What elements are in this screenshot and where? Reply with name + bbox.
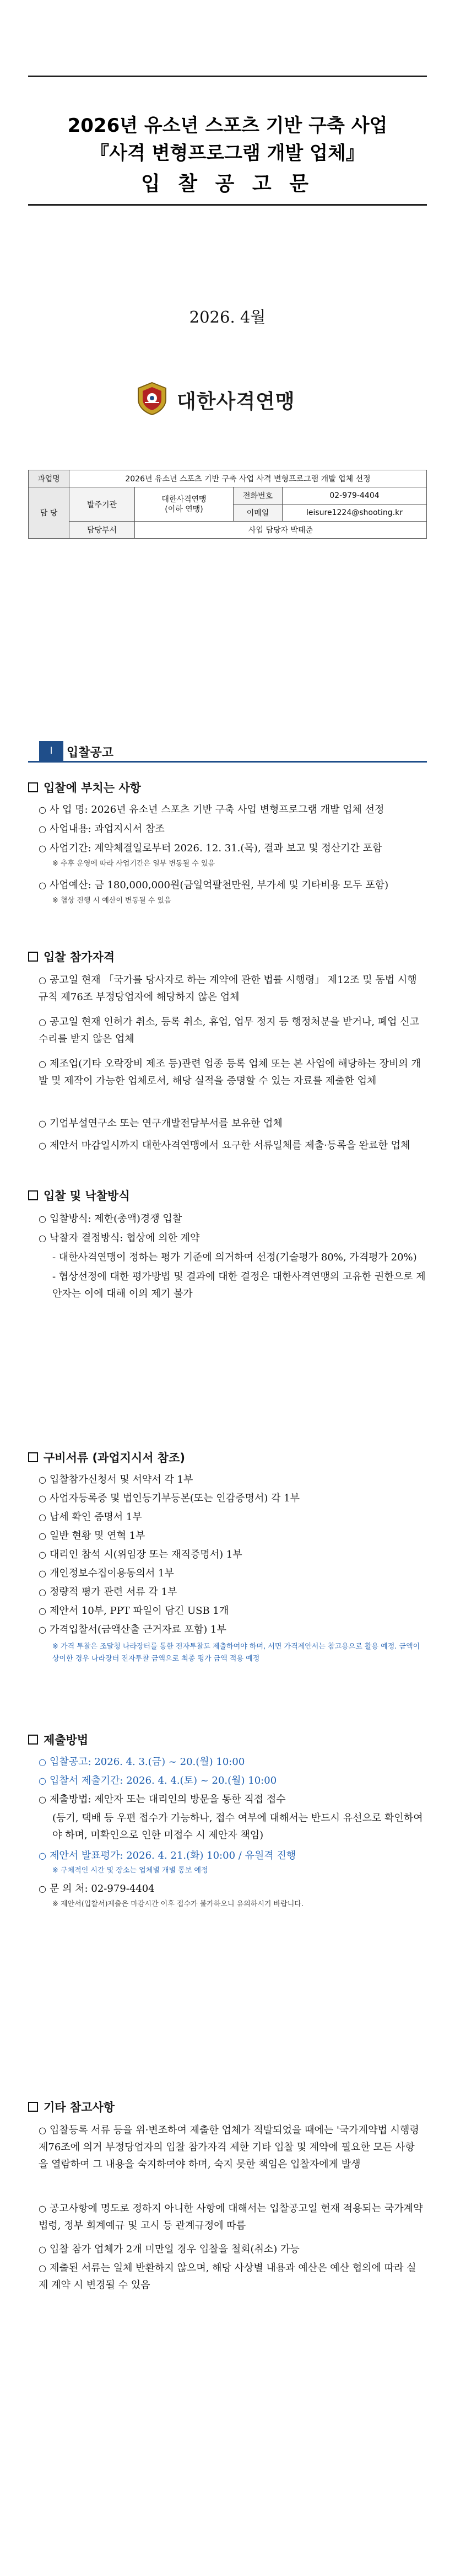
bullet-icon: ○ — [39, 1140, 46, 1151]
kssf-logo — [134, 379, 321, 418]
list-item-text: 정량적 평가 관련 서류 각 1부 — [50, 1586, 177, 1598]
list-item — [39, 2241, 424, 2258]
list-item — [39, 1527, 424, 1544]
list-item — [39, 972, 424, 1006]
org-value-line2: (이하 연맹) — [165, 505, 203, 514]
list-item — [39, 1791, 424, 1808]
list-item-text: 제출방법: 제안자 또는 대리인의 방문을 통한 직접 접수 — [50, 1794, 286, 1805]
project-label: 과업명 — [29, 470, 69, 487]
s5-heading-text: 제출방법 — [44, 1734, 89, 1747]
list-item — [39, 1847, 424, 1864]
bullet-icon: ○ — [39, 824, 46, 834]
list-item-text: 제안서 마감일시까지 대한사격연맹에서 요구한 서류일체를 제출·등록을 완료한 업체 — [50, 1140, 410, 1151]
bullet-icon: ○ — [39, 1850, 46, 1861]
s3-dash-1: - 대한사격연맹이 정하는 평가 기준에 의거하여 선정(기술평가 80%, 가격평가 20%) — [52, 1252, 417, 1263]
bullet-icon: ○ — [39, 1017, 46, 1027]
s2-heading-text: 입찰 참가자격 — [44, 951, 115, 964]
list-item — [39, 1546, 424, 1563]
announcement-date: 2026. 4월 — [189, 308, 266, 326]
list-item — [39, 1772, 424, 1789]
email-label: 이메일 — [234, 505, 283, 522]
list-item-text: 사업예산: 금 180,000,000원(금일억팔천만원, 부가세 및 기타비용 모두 포함) — [50, 879, 389, 891]
bullet-icon: ○ — [39, 1233, 46, 1243]
list-item — [39, 1621, 424, 1638]
list-item-text: 공고일 현재 「국가를 당사자로 하는 계약에 관한 법률 시행령」 제12조 및 동법 시행규칙 제76조 부정당업자에 해당하지 않은 업체 — [39, 974, 417, 1003]
bullet-icon: ○ — [39, 1549, 46, 1560]
bullet-icon: ○ — [39, 1606, 46, 1616]
bullet-icon: ○ — [39, 2263, 46, 2273]
list-item-text: 제조업(기타 오락장비 제조 등)관련 업종 등록 업체 또는 본 사업에 해당하는 장비의 개발 및 제작이 가능한 업체로서, 해당 실적을 증명할 수 있는 자료를 제출한 업체 — [39, 1058, 421, 1087]
list-item — [39, 1584, 424, 1601]
list-item-text: 제안서 10부, PPT 파일이 담긴 USB 1개 — [50, 1605, 229, 1617]
list-item-text: 제안서 발표평가: 2026. 4. 21.(화) 10:00 / 유원격 진행 — [50, 1850, 296, 1861]
checkbox-icon — [28, 782, 38, 792]
emblem-icon — [134, 380, 170, 417]
list-item — [39, 1210, 424, 1227]
section-heading: 입찰공고 — [67, 746, 114, 760]
list-item-text: 사업자등록증 및 법인등기부등본(또는 인감증명서) 각 1부 — [50, 1493, 300, 1504]
logo-text: 대한사격연맹 — [177, 390, 295, 413]
list-item — [39, 1509, 424, 1526]
list-item-text: 기업부설연구소 또는 연구개발전담부서를 보유한 업체 — [50, 1118, 283, 1129]
list-item — [39, 1055, 424, 1090]
bullet-icon: ○ — [39, 1531, 46, 1541]
checkbox-icon — [28, 2102, 38, 2112]
s1-note-1: ※ 추후 운영에 따라 사업기간은 일부 변동될 수 있음 — [52, 860, 215, 868]
s4-heading — [28, 1449, 185, 1466]
s4-note: ※ 가격 투찰은 조달청 나라장터를 통한 전자투찰도 제출하여야 하며, 서면 가격제안서는 참고용으로 활용 예정. 금액이 상이한 경우 나라장터 전자투찰 금액으로 최종 평가 금액 적용 예정 — [52, 1643, 420, 1663]
list-item — [39, 1230, 424, 1247]
bullet-icon: ○ — [39, 1118, 46, 1129]
bullet-icon: ○ — [39, 1587, 46, 1597]
s2-heading — [28, 948, 115, 965]
list-item-text: 입찰등록 서류 등을 위·변조하여 제출한 업체가 적발되었을 때에는 '국가계약법 시행령 제76조에 의거 부정당업자의 입찰 참가자격 제한 기타 입찰 및 계약에 필요한 모든 사항을 열람하여 그 내용을 숙지하여야 하며, 숙지 못한 책임은 입찰자에게 발생 — [39, 2124, 419, 2170]
bullet-icon: ○ — [39, 1624, 46, 1635]
bullet-icon: ○ — [39, 1214, 46, 1224]
list-item — [39, 877, 424, 894]
list-item-text: 문 의 처: 02-979-4404 — [50, 1883, 155, 1895]
s6-heading — [28, 2099, 115, 2115]
dept-value: 사업 담당자 박태준 — [135, 522, 427, 539]
list-item-text: 공고사항에 명도로 정하지 아니한 사항에 대해서는 입찰공고일 현재 적용되는 국가계약법령, 정부 회계예규 및 고시 등 관계규정에 따름 — [39, 2203, 423, 2231]
list-item — [39, 1471, 424, 1488]
s4-heading-text: 구비서류 (과업지시서 참조) — [44, 1451, 185, 1464]
list-item-text: 입찰참가신청서 및 서약서 각 1부 — [50, 1474, 193, 1485]
list-item-text: 개인정보수집이용동의서 1부 — [50, 1568, 174, 1579]
list-item — [39, 1880, 424, 1897]
org-label: 발주기관 — [69, 487, 135, 522]
bullet-icon: ○ — [39, 1059, 46, 1069]
bullet-icon: ○ — [39, 2244, 46, 2255]
bullet-icon: ○ — [39, 1512, 46, 1522]
list-item-text: 입찰공고: 2026. 4. 3.(금) ~ 20.(월) 10:00 — [50, 1756, 245, 1768]
bullet-icon: ○ — [39, 804, 46, 815]
title-line-1: 2026년 유소년 스포츠 기반 구축 사업 — [67, 115, 388, 137]
dept-label: 담당부서 — [69, 522, 135, 539]
list-item — [39, 1602, 424, 1619]
s1-note-2: ※ 협상 진행 시 예산이 변동될 수 있음 — [52, 897, 171, 905]
bullet-icon: ○ — [39, 1568, 46, 1579]
list-item-text: 제출된 서류는 일체 반환하지 않으며, 해당 사상별 내용과 예산은 예산 협의에 따라 실제 계약 시 변경될 수 있음 — [39, 2262, 416, 2291]
list-item-text: 사업기간: 계약체결일로부터 2026. 12. 31.(목), 결과 보고 및 정산기간 포함 — [50, 842, 382, 854]
list-item — [39, 801, 424, 818]
s3-dash-2: - 협상선정에 대한 평가방법 및 결과에 대한 결정은 대한사격연맹의 고유한 권한으로 제안자는 이에 대해 이의 제기 불가 — [52, 1271, 426, 1300]
bullet-icon: ○ — [39, 843, 46, 854]
section-number: Ⅰ — [39, 741, 63, 761]
s1-heading — [28, 779, 141, 796]
title-line-3: 입 찰 공 고 문 — [140, 173, 314, 195]
list-item-text: 가격입찰서(금액산출 근거자료 포함) 1부 — [50, 1624, 226, 1635]
checkbox-icon — [28, 952, 38, 962]
checkbox-icon — [28, 1735, 38, 1745]
bullet-icon: ○ — [39, 1493, 46, 1504]
list-item — [39, 1753, 424, 1770]
s3-heading — [28, 1187, 130, 1204]
phone-value: 02-979-4404 — [283, 487, 427, 505]
bullet-icon: ○ — [39, 975, 46, 985]
bullet-icon: ○ — [39, 1883, 46, 1894]
email-value[interactable]: leisure1224@shooting.kr — [283, 505, 427, 522]
org-value-line1: 대한사격연맹 — [161, 495, 207, 504]
list-item — [39, 1137, 424, 1154]
s5-note-last: ※ 제안서(입찰서)제출은 마감시간 이후 접수가 불가하오니 유의하시기 바랍니다. — [52, 1900, 304, 1908]
bullet-icon: ○ — [39, 2125, 46, 2135]
bullet-icon: ○ — [39, 1474, 46, 1485]
checkbox-icon — [28, 1452, 38, 1462]
info-table — [28, 470, 427, 539]
checkbox-icon — [28, 1190, 38, 1200]
s3-heading-text: 입찰 및 낙찰방식 — [44, 1189, 130, 1203]
title-block — [28, 76, 427, 206]
list-item — [39, 1013, 424, 1048]
bullet-icon: ○ — [39, 1757, 46, 1767]
list-item-text: 사업내용: 과업지시서 참조 — [50, 823, 165, 835]
list-item-text: 대리인 참석 시(위임장 또는 재직증명서) 1부 — [50, 1549, 242, 1560]
list-item — [39, 1565, 424, 1582]
bullet-icon: ○ — [39, 1794, 46, 1805]
bullet-icon: ○ — [39, 1775, 46, 1786]
list-item-text: 일반 현황 및 연혁 1부 — [50, 1530, 145, 1542]
project-value: 2026년 유소년 스포츠 기반 구축 사업 사격 변형프로그램 개발 업체 선정 — [69, 470, 427, 487]
s5-cont: (등기, 택배 등 우편 접수가 가능하나, 접수 여부에 대해서는 반드시 유선으로 확인하여야 하며, 미확인으로 인한 미접수 시 제안자 책임) — [52, 1812, 423, 1841]
list-item-text: 납세 확인 증명서 1부 — [50, 1511, 142, 1523]
list-item-text: 공고일 현재 인허가 취소, 등록 취소, 휴업, 업무 정지 등 행정처분을 받거나, 폐업 신고 수리를 받지 않은 업체 — [39, 1016, 420, 1045]
bullet-icon: ○ — [39, 880, 46, 890]
list-item-text: 입찰방식: 제한(총액)경쟁 입찰 — [50, 1213, 182, 1225]
list-item — [39, 1115, 424, 1132]
list-item — [39, 840, 424, 857]
list-item — [39, 1490, 424, 1507]
list-item — [39, 2122, 424, 2173]
contact-label: 담 당 — [29, 487, 69, 539]
list-item — [39, 2260, 424, 2294]
list-item-text: 입찰서 제출기간: 2026. 4. 4.(토) ~ 20.(월) 10:00 — [50, 1775, 277, 1786]
list-item — [39, 820, 424, 838]
list-item-text: 낙찰자 결정방식: 협상에 의한 계약 — [50, 1232, 200, 1244]
title-line-2: 『사격 변형프로그램 개발 업체』 — [90, 142, 365, 164]
s1-heading-text: 입찰에 부치는 사항 — [44, 781, 141, 795]
list-item-text: 사 업 명: 2026년 유소년 스포츠 기반 구축 사업 변형프로그램 개발 업체 선정 — [50, 804, 384, 815]
list-item — [39, 2200, 424, 2234]
bullet-icon: ○ — [39, 2203, 46, 2214]
phone-label: 전화번호 — [234, 487, 283, 505]
section-title — [28, 741, 427, 763]
s5-heading — [28, 1731, 88, 1748]
s6-heading-text: 기타 참고사항 — [44, 2101, 115, 2114]
s5-note-blue: ※ 구체적인 시간 및 장소는 업체별 개별 통보 예정 — [52, 1866, 208, 1875]
org-value — [135, 487, 234, 522]
list-item-text: 입찰 참가 업체가 2개 미만일 경우 입찰을 철회(취소) 가능 — [50, 2244, 300, 2255]
